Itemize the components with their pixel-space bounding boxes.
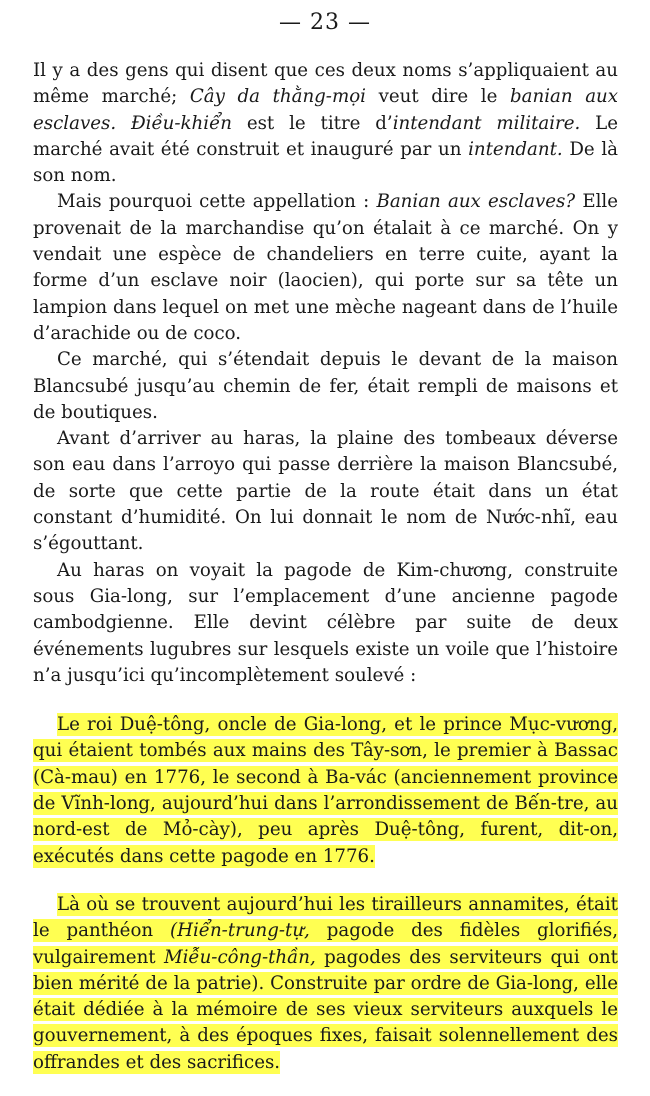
text-run: veut dire le	[365, 86, 510, 108]
highlighted-italic-term: (Hiển-trung-tự,	[170, 920, 310, 942]
italic-term: banian aux esclaves.	[33, 86, 619, 134]
italic-term: Điều-khiển	[130, 112, 232, 134]
text-run: est le titre d’	[231, 112, 393, 134]
paragraph-4	[33, 426, 618, 557]
text-run: Avant d’arriver au haras, la plaine des tombeaux déverse son eau dans l’arroyo qui passe derrière la maison Blancsubé, de sorte que cette partie de la route était dans un état constant d’humidité. On lui donnait le nom de Nước-nhĩ, eau s’égouttant.	[33, 428, 618, 555]
text-run: Elle provenait de la marchandise qu’on étalait à ce marché. On y vendait une espèce de chandeliers en terre cuite, ayant la forme d’un esclave noir (laocien), qui porte sur sa tête un lampion dans lequel on met une mèche nageant dans de l’huile d’arachide ou de coco.	[33, 191, 618, 344]
body-text	[33, 58, 618, 1076]
italic-term: intendant militaire.	[392, 112, 581, 134]
paragraph-5	[33, 558, 618, 689]
highlighted-text: pagode des fidèles glorifiés, vulgairement	[33, 920, 618, 968]
paragraph-1	[33, 58, 618, 189]
text-run: Ce marché, qui s’étendait depuis le devant de la maison Blancsubé jusqu’au chemin de fer, était rempli de maisons et de boutiques.	[33, 349, 618, 423]
paragraph-7-highlighted	[33, 892, 618, 1076]
paragraph-2	[33, 189, 618, 347]
page-number: — 23 —	[279, 10, 371, 35]
text-run: Il y a des gens qui disent que ces deux noms s’appliquaient au même marché;	[33, 60, 618, 108]
highlighted-italic-term: Miễu-công-thần,	[163, 946, 316, 968]
paragraph-6-highlighted	[33, 712, 618, 870]
italic-term: intendant.	[468, 138, 563, 160]
text-run: Au haras on voyait la pagode de Kim-chương, construite sous Gia-long, sur l’emplacement d’une ancienne pagode cambodgienne. Elle devint célèbre par suite de deux événements lugubres sur lesquels existe un voile que l’histoire n’a jusqu’ici qu’incomplètement soulevé :	[33, 559, 618, 686]
highlighted-text: Là où se trouvent aujourd’hui les tirailleurs annamites, était le panthéon	[33, 893, 618, 942]
italic-term: Banian aux esclaves?	[376, 191, 576, 213]
text-run: Mais pourquoi cette appellation :	[57, 191, 377, 213]
text-run: De là son nom.	[33, 138, 618, 187]
text-run: Le marché avait été construit et inauguré par un	[33, 112, 618, 160]
highlighted-text: Le roi Duệ-tông, oncle de Gia-long, et le prince Mục-vương, qui étaient tombés aux mains des Tây-sơn, le premier à Bassac (Cà-mau) en 1776, le second à Ba-vác (anciennement province de Vĩnh-long, aujourd’hui dans l’arrondissement de Bến-tre, au nord-est de Mỏ-cày), peu après Duệ-tông, furent, dit-on, exécutés dans cette pagode en 1776.	[33, 714, 618, 867]
text-run	[116, 113, 131, 134]
italic-term: Cây da thằng-mọi	[189, 86, 366, 108]
highlighted-text: pagodes des serviteurs qui ont bien mérité de la patrie). Construite par ordre de Gia-long, elle était dédiée à la mémoire de ses vieux serviteurs auxquels le gouvernement, à des époques fixes, faisait solennellement des offrandes et des sacrifices.	[33, 946, 618, 1073]
paragraph-3	[33, 347, 618, 426]
